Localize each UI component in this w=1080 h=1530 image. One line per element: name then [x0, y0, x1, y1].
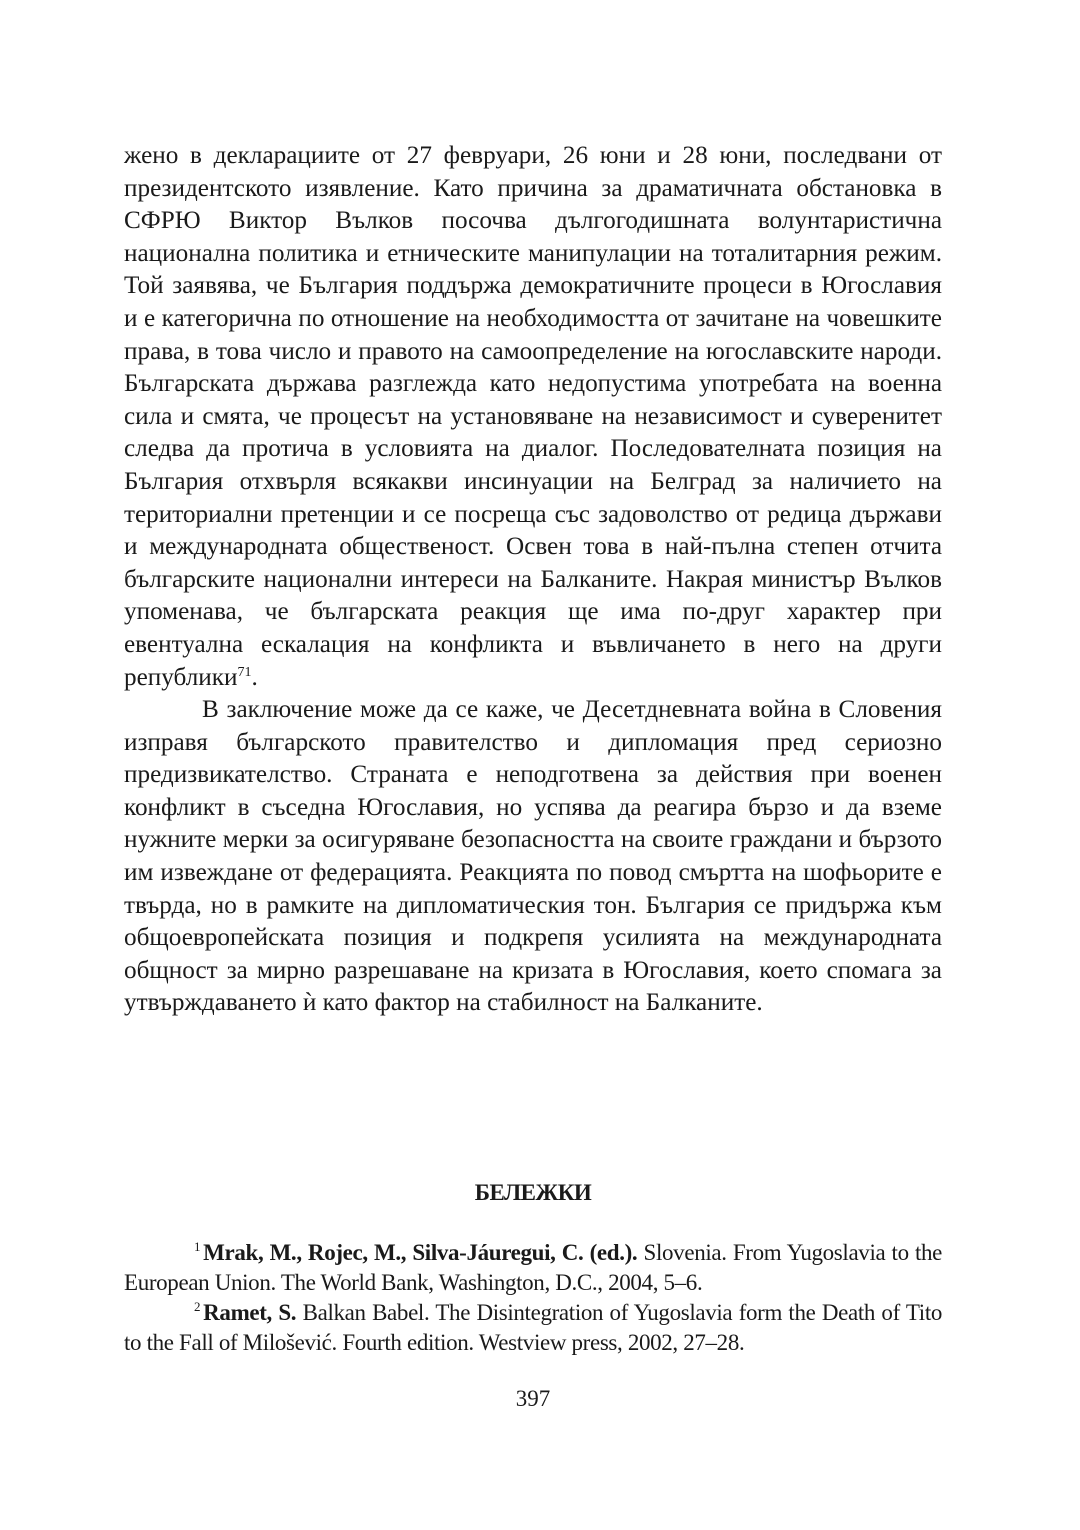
note-item — [124, 1298, 942, 1358]
paragraph-text: жено в декларациите от 27 февруари, 26 юни и 28 юни, последвани от президентското изявление. Като причина за драматичната обстановка в СФРЮ Виктор Вълков посочва дългогодишната волунтаристична национална политика и етническите манипулации на тоталитарния режим. Той заявява, че България поддържа демократичните процеси в Югославия и е категорична по отношение на необходимостта от зачитане на човешките права, в това число и правото на самоопределение на югославските народи. Българската държава разглежда като недопустима употребата на военна сила и смята, че процесът на установяване на независимост и суверенитет следва да протича в условията на диалог. Последователната позиция на България отхвърля всякакви инсинуации на Белград за наличието на териториални претенции и се посреща със задоволство от редица държави и международната общественост. Освен това в най-пълна степен отчита българските национални интереси на Балканите. Накрая министър Вълков упоменава, че българската реакция ще има по-друг характер при евентуална ескалация на конфликта и въвличането в него на други републики — [124, 142, 942, 691]
paragraph-trailing-punctuation: . — [251, 663, 258, 691]
note-text: Balkan Babel. The Disintegration of Yugoslavia form the Death of Tito to the Fall of Milošević. Fourth edition. Westview press, 2002, 27–28. — [124, 1300, 943, 1355]
footnote-reference[interactable]: 71 — [237, 664, 252, 680]
note-text: Slovenia. From Yugoslavia to the European Union. The World Bank, Washington, D.C., 2004, 5–6. — [124, 1240, 942, 1295]
note-number: 2 — [194, 1299, 201, 1314]
notes-heading: БЕЛЕЖКИ — [474, 1180, 592, 1205]
note-author: Ramet, S. — [203, 1300, 297, 1325]
page-content — [124, 140, 943, 1411]
note-author: Mrak, M., Rojec, M., Silva-Jáuregui, C. (ed.). — [203, 1240, 638, 1265]
body-paragraph-2 — [124, 694, 942, 1020]
body-paragraph-1 — [124, 140, 942, 694]
page-number: 397 — [515, 1386, 551, 1411]
paragraph-text: В заключение може да се каже, че Десетдневната война в Словения изправя българското правителство и дипломация пред сериозно предизвикателство. Страната е неподготвена за действия при военен конфликт в съседна Югославия, но успява да реагира бързо и да вземе нужните мерки за осигуряване безопасността на своите граждани и бързото им извеждане от федерацията. Реакцията по повод смъртта на шофьорите е твърда, но в рамките на дипломатическия тон. България се придържа към общоевропейската позиция и подкрепя усилията на международната общност за мирно разрешаване на кризата в Югославия, което спомага за утвърждаването ѝ като фактор на стабилност на Балканите. — [124, 696, 942, 1017]
notes-list — [124, 1238, 942, 1358]
note-item — [124, 1238, 942, 1298]
note-number: 1 — [194, 1239, 201, 1254]
